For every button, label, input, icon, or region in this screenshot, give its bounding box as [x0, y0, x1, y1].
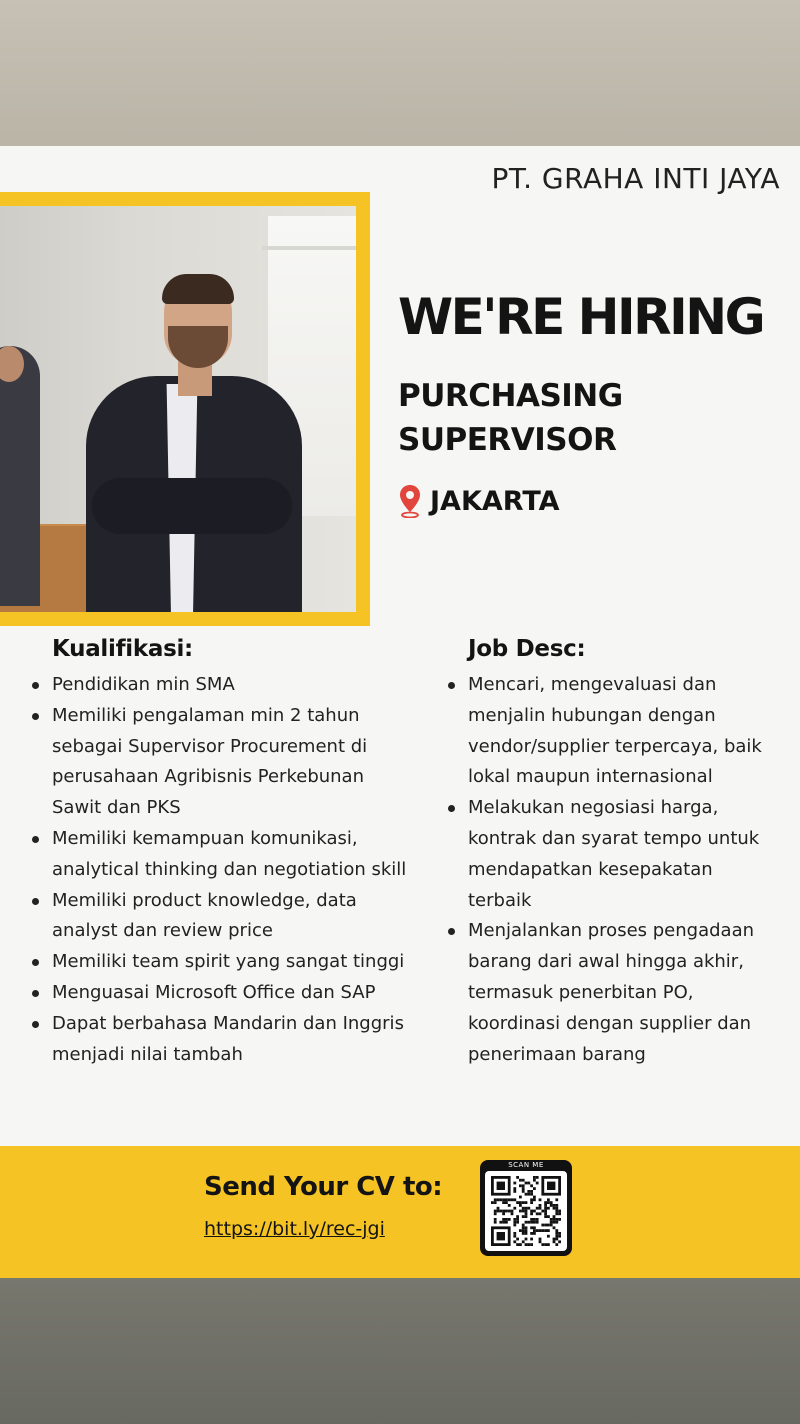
qualifications-section [30, 636, 410, 1070]
qr-code-card[interactable] [480, 1160, 572, 1256]
send-cv-title: Send Your CV to: [204, 1172, 443, 1202]
man-hair [162, 274, 234, 304]
list-item: Pendidikan min SMA [30, 670, 410, 701]
qr-code-icon [485, 1171, 567, 1251]
job-title [398, 374, 788, 462]
window-frame [262, 246, 356, 250]
job-desc-section [446, 636, 776, 1070]
qualifications-list [30, 670, 410, 1070]
application-link[interactable]: https://bit.ly/rec-jgi [204, 1218, 385, 1240]
man-beard [168, 326, 228, 368]
list-item: Menjalankan proses pengadaan barang dari awal hingga akhir, termasuk penerbitan PO, koordinasi dengan supplier dan penerimaan barang [446, 916, 776, 1070]
job-desc-title: Job Desc: [468, 636, 586, 662]
hiring-poster [0, 146, 800, 1278]
company-name: PT. GRAHA INTI JAYA [491, 162, 780, 195]
list-item: Memiliki pengalaman min 2 tahun sebagai Supervisor Procurement di perusahaan Agribisnis Perkebunan Sawit dan PKS [30, 701, 410, 824]
qr-code-pattern [491, 1176, 561, 1246]
apply-banner [0, 1146, 800, 1278]
job-title-line-1: PURCHASING [398, 378, 623, 414]
job-location [398, 484, 560, 518]
candidate-photo [0, 206, 356, 612]
qualifications-title: Kualifikasi: [52, 636, 193, 662]
list-item: Menguasai Microsoft Office dan SAP [30, 978, 410, 1009]
location-label: JAKARTA [430, 485, 560, 517]
job-desc-list [446, 670, 776, 1070]
list-item: Mencari, mengevaluasi dan menjalin hubungan dengan vendor/supplier terpercaya, baik lokal maupun internasional [446, 670, 776, 793]
background-person [0, 346, 40, 606]
list-item: Dapat berbahasa Mandarin dan Inggris menjadi nilai tambah [30, 1009, 410, 1071]
photo-frame [0, 192, 370, 626]
list-item: Memiliki kemampuan komunikasi, analytical thinking dan negotiation skill [30, 824, 410, 886]
hiring-headline: WE'RE HIRING [398, 288, 764, 346]
scan-me-label: SCAN ME [508, 1161, 544, 1169]
top-background-band [0, 0, 800, 146]
job-title-line-2: SUPERVISOR [398, 422, 617, 458]
list-item: Memiliki team spirit yang sangat tinggi [30, 947, 410, 978]
man-crossed-arms [92, 478, 292, 534]
map-pin-icon [398, 484, 422, 518]
list-item: Memiliki product knowledge, data analyst dan review price [30, 886, 410, 948]
list-item: Melakukan negosiasi harga, kontrak dan syarat tempo untuk mendapatkan kesepakatan terbaik [446, 793, 776, 916]
bottom-background-band [0, 1278, 800, 1424]
